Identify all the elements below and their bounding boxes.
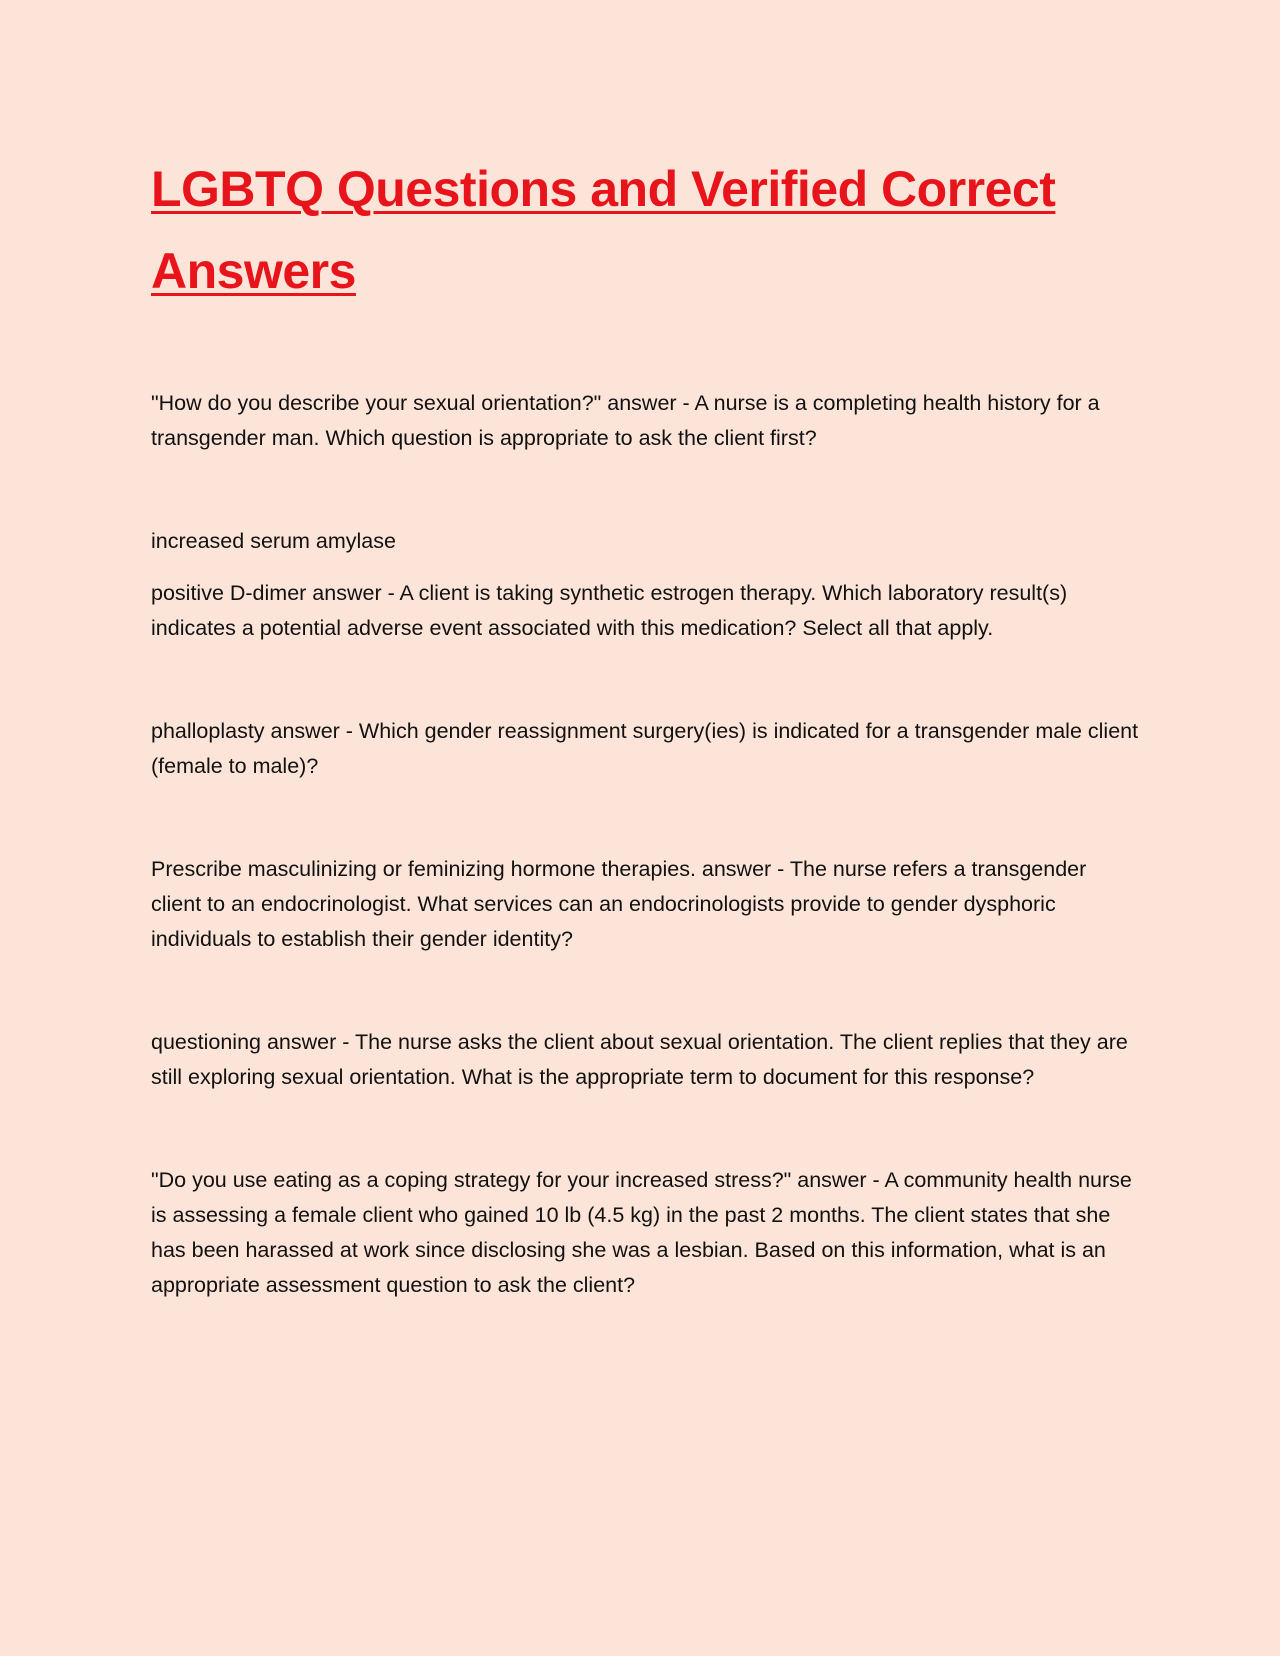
qa-entry-sexual-orientation: "How do you describe your sexual orientation?" answer - A nurse is a completing health history for a transgender man. Which question is appropriate to ask the client first?: [151, 391, 1100, 450]
qa-entry-estrogen-therapy: positive D-dimer answer - A client is taking synthetic estrogen therapy. Which laboratory result(s) indicates a potential adverse event associated with this medication? Select all that apply.: [151, 581, 1068, 640]
qa-entry-coping-strategy: "Do you use eating as a coping strategy for your increased stress?" answer - A community health nurse is assessing a female client who gained 10 lb (4.5 kg) in the past 2 months. The client states that she has been harassed at work since disclosing she was a lesbian. Based on this information, what is an appropriate assessment question to ask the client?: [151, 1168, 1132, 1297]
qa-entry-phalloplasty: phalloplasty answer - Which gender reassignment surgery(ies) is indicated for a transgender male client (female to male)?: [151, 719, 1139, 778]
qa-entry-questioning: questioning answer - The nurse asks the client about sexual orientation. The client replies that they are still exploring sexual orientation. What is the appropriate term to document for this response?: [151, 1030, 1128, 1089]
qa-entry-serum-amylase: increased serum amylase: [151, 529, 396, 553]
document-title: LGBTQ Questions and Verified Correct Answers: [151, 161, 1056, 299]
qa-entry-endocrinologist: Prescribe masculinizing or feminizing hormone therapies. answer - The nurse refers a transgender client to an endocrinologist. What services can an endocrinologists provide to gender dysphoric individuals to establish their gender identity?: [151, 857, 1087, 951]
qa-list: [151, 386, 1140, 1303]
